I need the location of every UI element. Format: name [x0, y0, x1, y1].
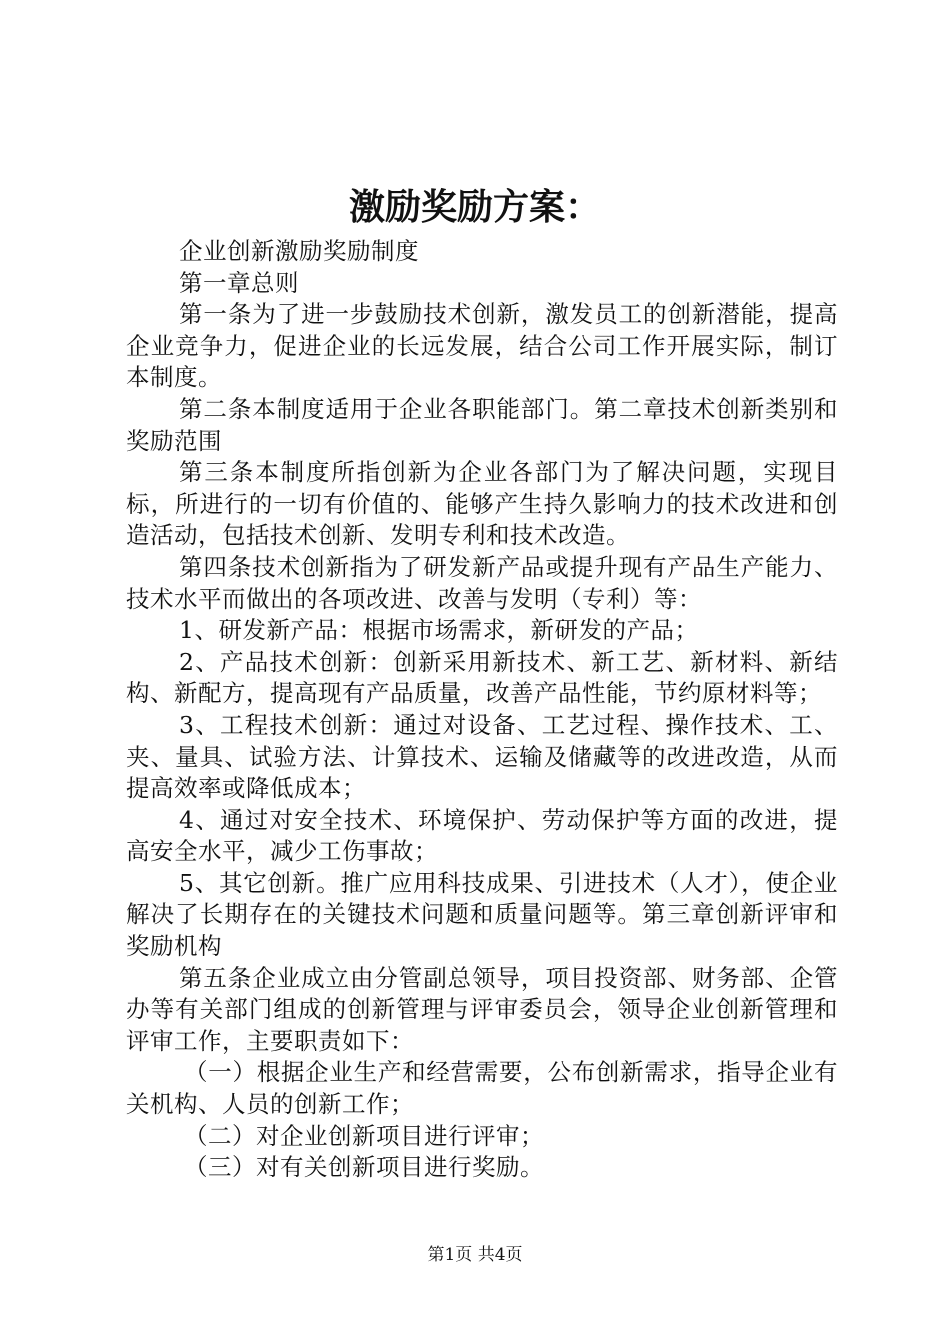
list-item-5: 5、其它创新。推广应用科技成果、引进技术（人才），使企业解决了长期存在的关键技术问题和质量问题等。第三章创新评审和奖励机构: [126, 868, 838, 961]
paragraph-article-3: 第三条本制度所指创新为企业各部门为了解决问题，实现目标，所进行的一切有价值的、能够产生持久影响力的技术改进和创造活动，包括技术创新、发明专利和技术改造。: [126, 458, 838, 550]
document-body: [126, 236, 838, 1184]
paragraph-article-1: 第一条为了进一步鼓励技术创新，激发员工的创新潜能，提高企业竞争力，促进企业的长远发展，结合公司工作开展实际，制订本制度。: [126, 300, 838, 392]
duty-item-1: （一）根据企业生产和经营需要，公布创新需求，指导企业有关机构、人员的创新工作；: [126, 1058, 838, 1119]
paragraph-article-4: 第四条技术创新指为了研发新产品或提升现有产品生产能力、技术水平而做出的各项改进、改善与发明（专利）等：: [126, 552, 838, 613]
list-item-1: 1、研发新产品：根据市场需求，新研发的产品；: [179, 616, 699, 645]
page-number: 第1页 共4页: [427, 1245, 523, 1265]
document-title: 激励奖励方案：: [348, 187, 601, 228]
list-item-2: 2、产品技术创新：创新采用新技术、新工艺、新材料、新结构、新配方，提高现有产品质量，改善产品性能，节约原材料等；: [126, 647, 838, 708]
duty-item-3: （三）对有关创新项目进行奖励。: [184, 1153, 544, 1182]
paragraph-heading: 企业创新激励奖励制度: [179, 237, 419, 265]
paragraph-article-2: 第二条本制度适用于企业各职能部门。第二章技术创新类别和奖励范围: [126, 394, 838, 455]
duty-item-2: （二）对企业创新项目进行评审；: [184, 1121, 544, 1150]
list-item-4: 4、通过对安全技术、环境保护、劳动保护等方面的改进，提高安全水平，减少工伤事故；: [126, 805, 838, 866]
paragraph-article-5: 第五条企业成立由分管副总领导，项目投资部、财务部、企管办等有关部门组成的创新管理与评审委员会，领导企业创新管理和评审工作，主要职责如下：: [126, 963, 838, 1055]
list-item-3: 3、工程技术创新：通过对设备、工艺过程、操作技术、工、夹、量具、试验方法、计算技术、运输及储藏等的改进改造，从而提高效率或降低成本；: [126, 710, 838, 803]
paragraph-chapter-1: 第一章总则: [179, 268, 299, 297]
